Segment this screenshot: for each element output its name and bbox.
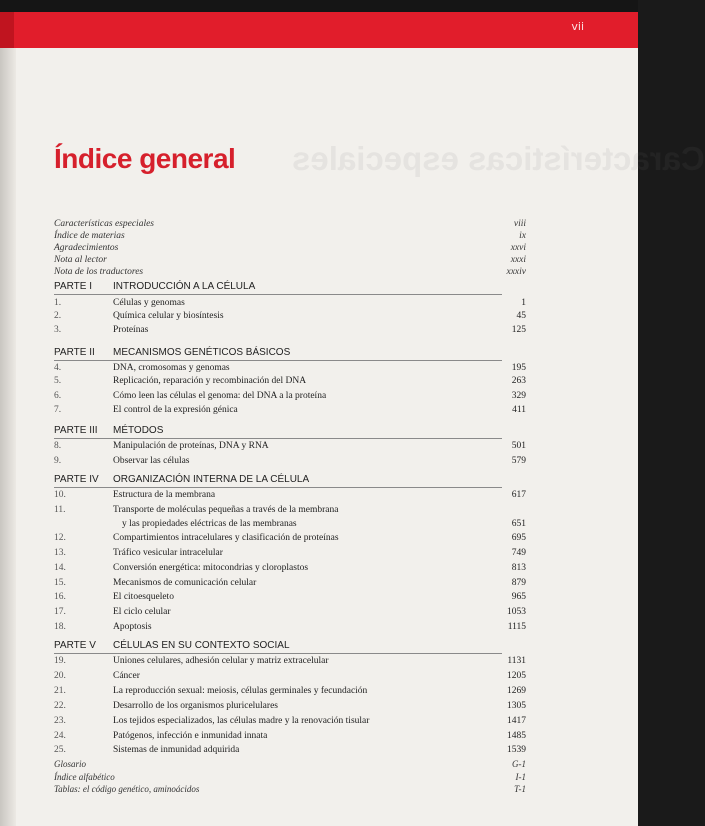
chapter-page: 617 [511, 490, 526, 500]
chapter-page: 125 [511, 325, 526, 335]
back-matter-label: Índice alfabético [54, 772, 115, 782]
chapter-title: DNA, cromosomas y genomas [113, 363, 230, 373]
chapter-number: 7. [54, 405, 62, 415]
chapter-number: 9. [54, 456, 62, 466]
chapter-page: 1053 [507, 607, 526, 617]
part-title: ORGANIZACIÓN INTERNA DE LA CÉLULA [113, 474, 310, 485]
chapter-page: 695 [511, 533, 526, 543]
chapter-page: 813 [511, 563, 526, 573]
part-divider [54, 294, 502, 295]
front-matter-label: Nota de los traductores [54, 267, 144, 277]
front-matter-page: ix [519, 231, 526, 241]
chapter-title: Apoptosis [113, 622, 152, 632]
chapter-number: 10. [54, 490, 66, 500]
header-band [0, 12, 638, 48]
chapter-page: 651 [511, 519, 526, 529]
chapter-number: 5. [54, 376, 62, 386]
chapter-page: 501 [511, 441, 526, 451]
part-divider [54, 653, 502, 654]
chapter-number: 20. [54, 671, 66, 681]
part-divider [54, 438, 502, 439]
chapter-number: 4. [54, 363, 62, 373]
chapter-number: 22. [54, 701, 66, 711]
front-matter-page: viii [513, 219, 526, 229]
chapter-page: 1417 [507, 716, 526, 726]
show-through-text: Características especiales [292, 140, 705, 177]
front-matter-label: Nota al lector [54, 255, 107, 265]
chapter-page: 1 [521, 298, 526, 308]
chapter-page: 195 [511, 363, 526, 373]
chapter-title: Conversión energética: mitocondrias y cloroplastos [113, 563, 309, 573]
back-matter-label: Tablas: el código genético, aminoácidos [54, 784, 200, 794]
chapter-title: Observar las células [113, 456, 190, 466]
chapter-title: Mecanismos de comunicación celular [113, 578, 257, 588]
part-label: PARTE III [54, 425, 98, 436]
front-matter-page: xxxi [510, 255, 526, 265]
part-divider [54, 360, 502, 361]
chapter-page: 45 [516, 311, 526, 321]
chapter-number: 24. [54, 731, 66, 741]
chapter-title: Cáncer [113, 671, 140, 681]
page-number: vii [571, 20, 584, 33]
chapter-page: 1485 [507, 731, 526, 741]
chapter-number: 25. [54, 745, 66, 755]
chapter-title: Transporte de moléculas pequeñas a través de la membrana [113, 505, 339, 515]
chapter-title: Uniones celulares, adhesión celular y matriz extracelular [113, 656, 329, 666]
chapter-number: 1. [54, 298, 62, 308]
gutter-shadow [0, 48, 16, 826]
chapter-number: 23. [54, 716, 66, 726]
chapter-title: Patógenos, infección e inmunidad innata [113, 731, 268, 741]
chapter-number: 15. [54, 578, 66, 588]
front-matter-label: Características especiales [54, 219, 154, 229]
chapter-page: 1305 [507, 701, 526, 711]
part-title: MÉTODOS [113, 425, 164, 436]
chapter-title: Compartimientos intracelulares y clasificación de proteínas [113, 533, 339, 543]
chapter-page: 579 [511, 456, 526, 466]
back-matter-page: G-1 [512, 759, 526, 769]
chapter-number: 6. [54, 391, 62, 401]
chapter-page: 329 [511, 391, 526, 401]
front-matter-page: xxxiv [506, 267, 526, 277]
chapter-title-continued: y las propiedades eléctricas de las membranas [122, 519, 297, 529]
chapter-title: Desarrollo de los organismos pluricelulares [113, 701, 278, 711]
part-title: MECANISMOS GENÉTICOS BÁSICOS [113, 347, 291, 358]
chapter-title: Manipulación de proteínas, DNA y RNA [113, 441, 269, 451]
chapter-number: 13. [54, 548, 66, 558]
chapter-page: 1115 [507, 622, 526, 632]
part-label: PARTE I [54, 281, 92, 292]
chapter-number: 11. [54, 505, 66, 515]
chapter-title: Células y genomas [113, 298, 185, 308]
chapter-page: 879 [511, 578, 526, 588]
spine-shadow [0, 12, 14, 48]
chapter-title: El citoesqueleto [113, 592, 174, 602]
chapter-page: 263 [511, 376, 526, 386]
chapter-page: 965 [511, 592, 526, 602]
chapter-title: Replicación, reparación y recombinación del DNA [113, 376, 307, 386]
chapter-number: 12. [54, 533, 66, 543]
page-title: Índice general [54, 143, 236, 174]
back-matter-page: T-1 [514, 784, 526, 794]
chapter-number: 8. [54, 441, 62, 451]
chapter-number: 18. [54, 622, 66, 632]
chapter-title: El control de la expresión génica [113, 405, 238, 415]
chapter-title: Estructura de la membrana [113, 490, 216, 500]
chapter-page: 749 [511, 548, 526, 558]
chapter-title: Cómo leen las células el genoma: del DNA a la proteína [113, 391, 327, 401]
top-dark-edge [0, 0, 638, 12]
front-matter-label: Agradecimientos [54, 243, 119, 253]
back-matter-label: Glosario [54, 759, 87, 769]
chapter-number: 19. [54, 656, 66, 666]
chapter-title: Tráfico vesicular intracelular [113, 548, 223, 558]
chapter-number: 3. [54, 325, 62, 335]
chapter-page: 1205 [507, 671, 526, 681]
part-label: PARTE II [54, 347, 95, 358]
chapter-title: Proteínas [113, 325, 149, 335]
chapter-number: 14. [54, 563, 66, 573]
part-label: PARTE IV [54, 474, 99, 485]
front-matter-label: Índice de materias [54, 231, 125, 241]
chapter-number: 16. [54, 592, 66, 602]
chapter-title: Química celular y biosíntesis [113, 311, 224, 321]
part-title: INTRODUCCIÓN A LA CÉLULA [113, 281, 256, 292]
chapter-page: 1269 [507, 686, 526, 696]
part-title: CÉLULAS EN SU CONTEXTO SOCIAL [113, 640, 290, 651]
chapter-page: 1539 [507, 745, 526, 755]
chapter-title: El ciclo celular [113, 607, 171, 617]
part-divider [54, 487, 502, 488]
chapter-number: 2. [54, 311, 62, 321]
chapter-title: La reproducción sexual: meiosis, células germinales y fecundación [113, 686, 368, 696]
chapter-number: 17. [54, 607, 66, 617]
chapter-page: 411 [512, 405, 526, 415]
chapter-number: 21. [54, 686, 66, 696]
back-matter-page: I-1 [515, 772, 526, 782]
chapter-page: 1131 [507, 656, 526, 666]
chapter-title: Sistemas de inmunidad adquirida [113, 745, 240, 755]
part-label: PARTE V [54, 640, 96, 651]
front-matter-page: xxvi [510, 243, 526, 253]
chapter-title: Los tejidos especializados, las células madre y la renovación tisular [113, 716, 370, 726]
